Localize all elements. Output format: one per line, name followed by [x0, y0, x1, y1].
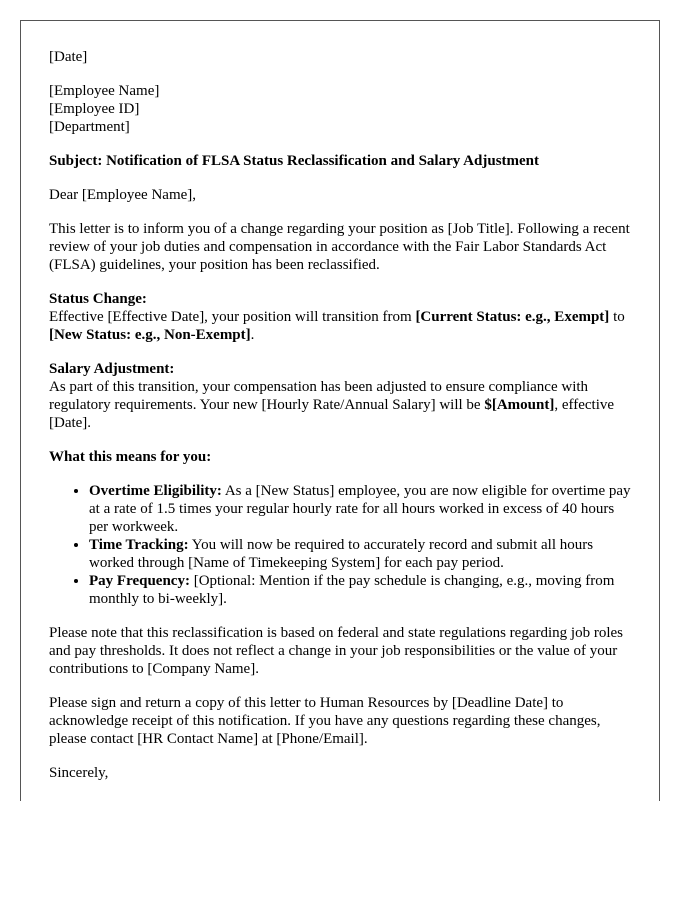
new-status: [New Status: e.g., Non-Exempt]: [49, 327, 251, 343]
status-change-section: [49, 290, 631, 344]
means-heading: What this means for you:: [49, 449, 212, 465]
greeting: Dear [Employee Name],: [49, 187, 197, 203]
current-status: [Current Status: e.g., Exempt]: [415, 309, 610, 325]
recipient-block: [49, 82, 631, 136]
list-item-label: Pay Frequency:: [89, 573, 190, 589]
subject-text: Subject: Notification of FLSA Status Reclassification and Salary Adjustment: [49, 153, 540, 169]
status-change-text-middle: to: [609, 309, 625, 325]
salary-adjustment-heading: Salary Adjustment:: [49, 361, 175, 377]
letter-page: [20, 20, 660, 801]
means-heading-line: [49, 448, 631, 466]
list-item-text: [Optional: Mention if the pay schedule is changing, e.g., moving from monthly to bi-weekly].: [89, 573, 615, 607]
salary-text-after: , effective [Date].: [49, 397, 615, 431]
recipient-name: [Employee Name]: [49, 83, 160, 99]
recipient-id: [Employee ID]: [49, 101, 140, 117]
list-item-label: Overtime Eligibility:: [89, 483, 222, 499]
list-item-label: Time Tracking:: [89, 537, 189, 553]
status-change-text-before: Effective [Effective Date], your position will transition from: [49, 309, 416, 325]
intro-paragraph: This letter is to inform you of a change regarding your position as [Job Title]. Following a recent review of your job duties and compensation in accordance with the Fair Labor Standards Act (FLSA) guidelines, your position has been reclassified.: [49, 221, 630, 273]
subject-line: [49, 152, 631, 170]
status-change-text: [49, 309, 625, 343]
salary-text-before: As part of this transition, your compensation has been adjusted to ensure compliance with regulatory requirements. Your new [Hourly Rate/Annual Salary] will be: [49, 379, 589, 413]
list-item-text: As a [New Status] employee, you are now eligible for overtime pay at a rate of 1.5 times your regular hourly rate for all hours worked in excess of 40 hours per workweek.: [89, 483, 631, 535]
status-change-text-after: .: [250, 327, 255, 343]
salary-adjustment-text: [49, 379, 614, 431]
recipient-department: [Department]: [49, 119, 130, 135]
instructions-paragraph: Please sign and return a copy of this letter to Human Resources by [Deadline Date] to acknowledge receipt of this notification. If you have any questions regarding these changes, please contact [HR Contact Name] at [Phone/Email].: [49, 695, 601, 747]
letter-date: [Date]: [49, 49, 88, 65]
closing: Sincerely,: [49, 765, 109, 781]
status-change-heading: Status Change:: [49, 291, 147, 307]
note-paragraph: Please note that this reclassification is based on federal and state regulations regarding job roles and pay thresholds. It does not reflect a change in your job responsibilities or the value of your contributions to [Company Name].: [49, 625, 623, 677]
salary-adjustment-section: [49, 360, 631, 432]
salary-amount: $[Amount]: [484, 397, 555, 413]
list-item-text: You will now be required to accurately record and submit all hours worked through [Name of Timekeeping System] for each pay period.: [89, 537, 594, 571]
list-item-pay-frequency: [89, 572, 631, 608]
list-item-time-tracking: [89, 536, 631, 572]
list-item-overtime: [89, 482, 631, 536]
impact-list: [49, 482, 631, 608]
